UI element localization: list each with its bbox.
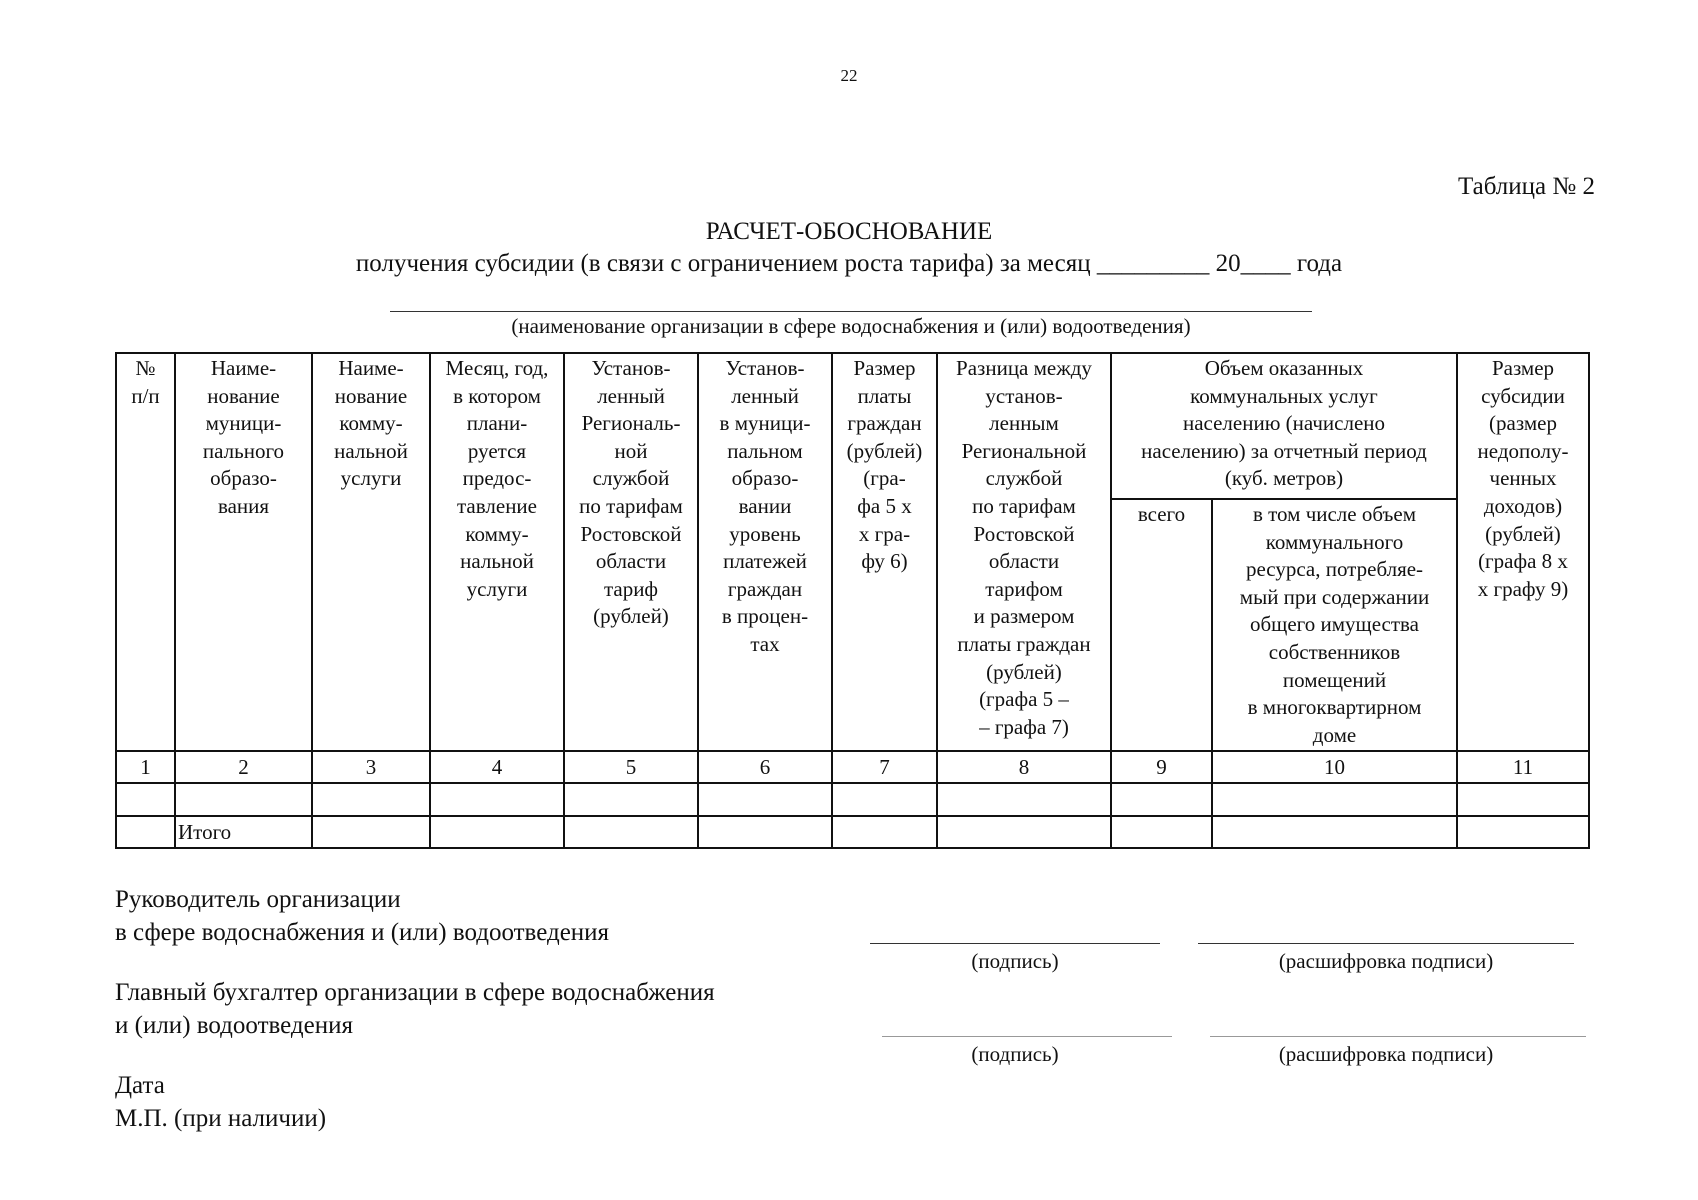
accountant-signature-line [882, 1036, 1172, 1037]
header-month-year [430, 353, 564, 751]
column-number: 9 [1111, 751, 1212, 783]
total-row [116, 816, 1589, 848]
column-number: 4 [430, 751, 564, 783]
accountant-signature-caption: (подпись) [971, 1042, 1059, 1066]
column-number: 8 [937, 751, 1111, 783]
organization-name-line [390, 311, 1312, 312]
header-tariff-difference [937, 353, 1111, 751]
header-text: Установ- ленный Региональ- ной службой по тарифам Ростовской области тариф (рублей) [579, 356, 683, 629]
table-cell [1212, 816, 1457, 848]
column-number: 10 [1212, 751, 1457, 783]
table-cell [312, 783, 430, 816]
header-utility-service [312, 353, 430, 751]
column-number: 1 [116, 751, 175, 783]
header-citizen-payment [832, 353, 937, 751]
table-cell [832, 816, 937, 848]
table-cell [1111, 816, 1212, 848]
seal-label: М.П. (при наличии) [115, 1105, 327, 1132]
table-cell [1457, 783, 1589, 816]
table-cell [564, 783, 698, 816]
table-cell [1212, 783, 1457, 816]
header-regional-tariff [564, 353, 698, 751]
header-text: всего [1137, 502, 1186, 526]
header-payment-level [698, 353, 832, 751]
header-text: Объем оказанных коммунальных услуг населению (начислено населению) за отчетный период (куб. метров) [1141, 356, 1427, 491]
page-number: 22 [840, 66, 858, 85]
table-cell [937, 816, 1111, 848]
header-row-number [116, 353, 175, 751]
header-text: Размер субсидии (размер недополу- ченных доходов) (рублей) (графа 8 х х графу 9) [1477, 356, 1569, 601]
header-text: Наиме- нование комму- нальной услуги [334, 356, 408, 491]
column-number: 3 [312, 751, 430, 783]
total-label: Итого [175, 816, 312, 848]
accountant-decoding-caption: (расшифровка подписи) [1278, 1042, 1494, 1066]
header-text: № п/п [131, 356, 160, 408]
subheader-volume-total [1111, 499, 1212, 751]
header-text: Установ- ленный в муници- пальном образо- вании уровень платежей граждан в процен- тах [719, 356, 811, 656]
column-number: 6 [698, 751, 832, 783]
chief-accountant-label: Главный бухгалтер организации в сфере водоснабжения и (или) водоотведения [115, 979, 715, 1039]
column-number: 7 [832, 751, 937, 783]
head-of-organization-label: Руководитель организации в сфере водоснабжения и (или) водоотведения [115, 886, 610, 946]
table-cell [832, 783, 937, 816]
head-signature-caption: (подпись) [971, 949, 1059, 973]
header-text: Месяц, год, в котором плани- руется предос- тавление комму- нальной услуги [445, 356, 549, 601]
table-cell [175, 783, 312, 816]
column-number: 2 [175, 751, 312, 783]
document-title: РАСЧЕТ-ОБОСНОВАНИЕ [705, 218, 993, 245]
accountant-decoding-line [1210, 1036, 1586, 1037]
table-cell [698, 816, 832, 848]
subsidy-calculation-table [115, 352, 1590, 849]
table-cell [1457, 816, 1589, 848]
table-cell [116, 783, 175, 816]
header-municipality [175, 353, 312, 751]
date-label: Дата [115, 1072, 165, 1099]
header-subsidy-amount [1457, 353, 1589, 751]
table-cell [312, 816, 430, 848]
table-cell [937, 783, 1111, 816]
head-decoding-line [1198, 943, 1574, 944]
column-number: 5 [564, 751, 698, 783]
table-cell [564, 816, 698, 848]
table-label: Таблица № 2 [1457, 173, 1595, 200]
header-text: Размер платы граждан (рублей) (гра- фа 5 х х гра- фу 6) [846, 356, 923, 574]
table-cell [698, 783, 832, 816]
header-text: Наиме- нование муници- пального образо- вания [202, 356, 285, 518]
table-cell [430, 816, 564, 848]
document-subtitle: получения субсидии (в связи с ограничением роста тарифа) за месяц _________ 20____ года [355, 250, 1343, 277]
table-row [116, 783, 1589, 816]
table-cell [116, 816, 175, 848]
table-cell [430, 783, 564, 816]
column-number-row [116, 751, 1589, 783]
header-text: в том числе объем коммунального ресурса, потребляе- мый при содержании общего имущества собственников помещений в многоквартирном доме [1239, 502, 1430, 747]
column-number: 11 [1457, 751, 1589, 783]
header-text: Разница между установ- ленным Региональной службой по тарифам Ростовской области тарифом и размером платы граждан (рублей) (графа 5 – – графа 7) [956, 356, 1092, 739]
head-decoding-caption: (расшифровка подписи) [1278, 949, 1494, 973]
organization-name-caption: (наименование организации в сфере водоснабжения и (или) водоотведения) [511, 314, 1191, 338]
header-service-volume [1111, 353, 1457, 499]
table-cell [1111, 783, 1212, 816]
head-signature-line [870, 943, 1160, 944]
subheader-volume-common-property [1212, 499, 1457, 751]
